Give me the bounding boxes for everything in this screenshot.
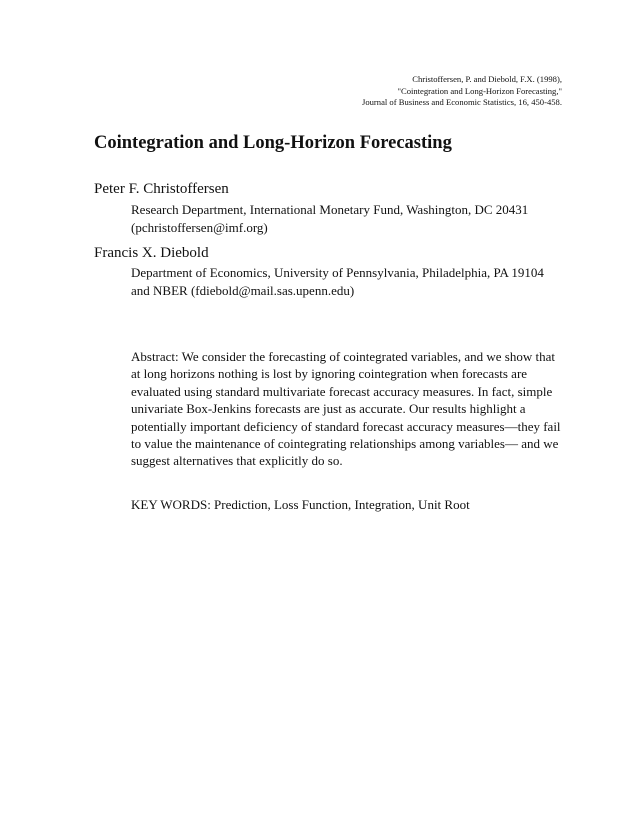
citation-line-1: Christoffersen, P. and Diebold, F.X. (1998), <box>412 74 562 84</box>
abstract-line: Abstract: We consider the forecasting of cointegrated variables, and we show that <box>131 349 555 364</box>
author-affiliation-2 <box>131 264 544 300</box>
affiliation-email: and NBER (fdiebold@mail.sas.upenn.edu) <box>131 283 355 298</box>
abstract-line: at long horizons nothing is lost by ignoring cointegration when forecasts are <box>131 366 528 382</box>
abstract-line: suggest alternatives that explicitly do so. <box>131 453 343 469</box>
abstract <box>131 348 571 470</box>
citation-line-2: "Cointegration and Long-Horizon Forecasting," <box>397 85 562 96</box>
abstract-line: univariate Box-Jenkins forecasts are just as accurate. Our results highlight a <box>131 401 526 417</box>
author-affiliation-1 <box>131 201 528 237</box>
author-name-2: Francis X. Diebold <box>94 245 209 261</box>
citation-block <box>232 74 562 109</box>
author-name-1: Peter F. Christoffersen <box>94 181 229 197</box>
affiliation-line: Research Department, International Monetary Fund, Washington, DC 20431 <box>131 202 529 217</box>
affiliation-email: (pchristoffersen@imf.org) <box>131 220 268 235</box>
citation-line-3: Journal of Business and Economic Statistics, 16, 450-458. <box>361 97 562 107</box>
affiliation-line: Department of Economics, University of Pennsylvania, Philadelphia, PA 19104 <box>131 265 544 280</box>
abstract-line: potentially important deficiency of standard forecast accuracy measures—they fail <box>131 418 561 434</box>
keywords: KEY WORDS: Prediction, Loss Function, Integration, Unit Root <box>131 497 470 512</box>
abstract-line: evaluated using standard multivariate forecast accuracy measures. In fact, simple <box>131 383 553 399</box>
abstract-line: to value the maintenance of cointegrating relationships among variables— and we <box>131 436 559 452</box>
paper-title: Cointegration and Long-Horizon Forecasting <box>94 133 452 153</box>
